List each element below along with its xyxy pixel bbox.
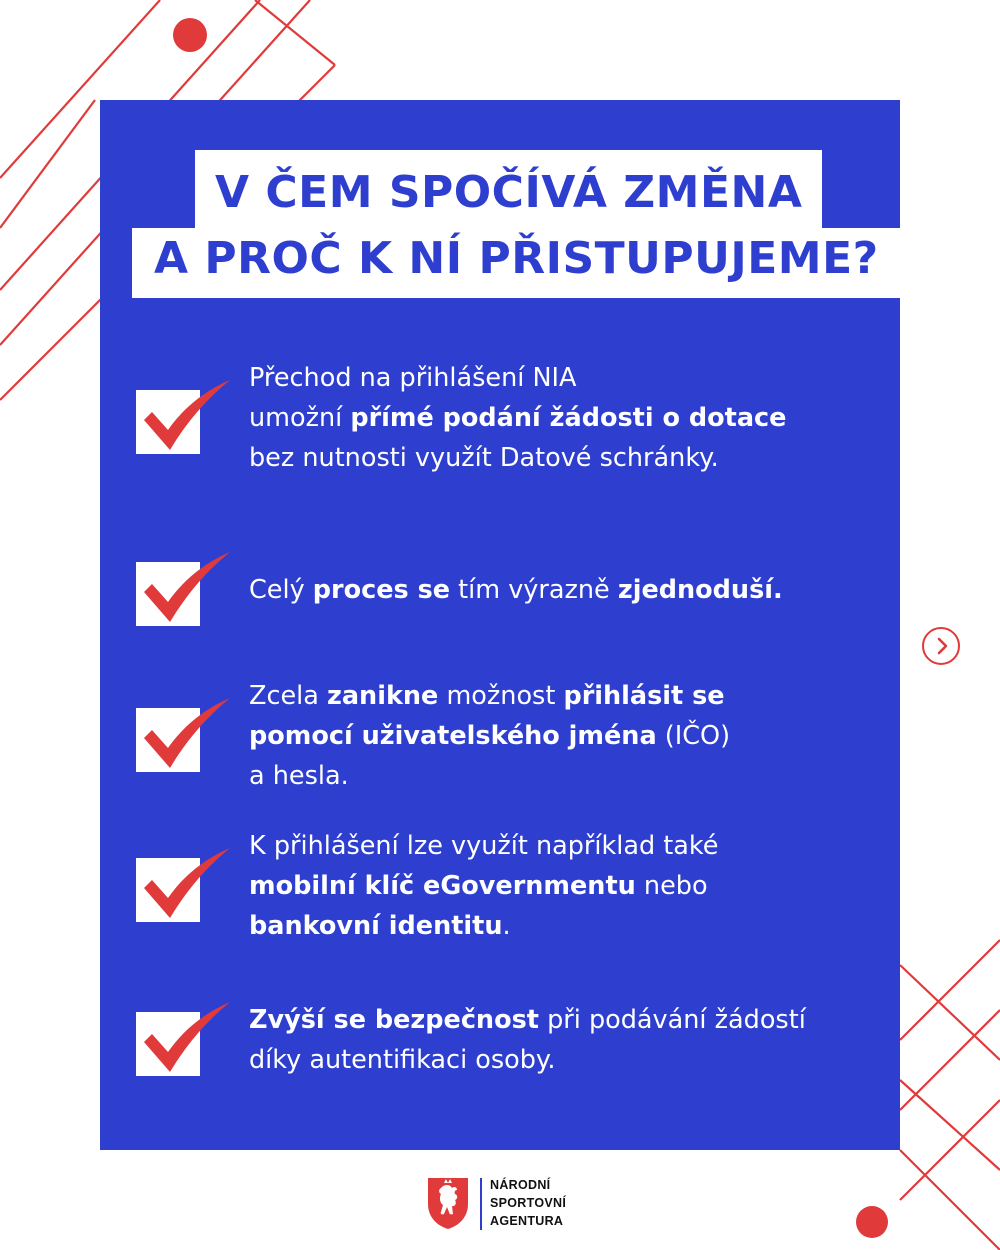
bold-text: proces se xyxy=(312,575,451,605)
text-line xyxy=(249,1040,889,1080)
bold-text: bankovní identitu xyxy=(249,911,503,941)
regular-text: umožní xyxy=(249,403,351,433)
checkmark-icon xyxy=(136,548,236,638)
chevron-right-icon xyxy=(933,637,951,655)
bold-text: zanikne xyxy=(327,681,439,711)
bold-text: přímé podání žádosti o dotace xyxy=(350,403,787,433)
regular-text: Zcela xyxy=(249,681,327,711)
title-line-2: A PROČ K NÍ PŘISTUPUJEME? xyxy=(132,228,901,298)
text-line xyxy=(249,906,889,946)
bold-text: přihlásit se xyxy=(563,681,725,711)
czech-lion-shield-icon xyxy=(424,1174,472,1230)
checkbox xyxy=(136,390,202,456)
regular-text: Celý xyxy=(249,575,313,605)
text-line xyxy=(249,358,889,398)
checklist-text xyxy=(249,1000,889,1080)
footer-separator xyxy=(480,1178,482,1230)
regular-text: bez nutnosti využít Datové schránky. xyxy=(249,443,719,473)
bold-text: Zvýší se bezpečnost xyxy=(249,1005,539,1035)
regular-text: tím výrazně xyxy=(450,575,618,605)
checkbox xyxy=(136,1012,202,1078)
bold-text: zjednoduší. xyxy=(617,575,783,605)
regular-text: (IČO) xyxy=(656,721,731,751)
checklist-text xyxy=(249,358,889,478)
next-slide-button[interactable] xyxy=(922,627,960,665)
regular-text: možnost xyxy=(438,681,564,711)
text-line xyxy=(249,438,889,478)
checkbox xyxy=(136,858,202,924)
bold-text: mobilní klíč eGovernmentu xyxy=(249,871,636,901)
checkmark-icon xyxy=(136,998,236,1088)
regular-text: Přechod na přihlášení NIA xyxy=(249,363,577,393)
checkmark-icon xyxy=(136,694,236,784)
text-line xyxy=(249,826,889,866)
checklist-text xyxy=(249,826,889,946)
checklist-text xyxy=(249,676,889,796)
checkbox xyxy=(136,562,202,628)
text-line xyxy=(249,716,889,756)
text-line xyxy=(249,756,889,796)
title-line-1: V ČEM SPOČÍVÁ ZMĚNA xyxy=(195,150,822,228)
decorative-dot xyxy=(856,1206,888,1238)
text-line xyxy=(249,398,889,438)
bold-text: pomocí uživatelského jména xyxy=(249,721,657,751)
regular-text: při podávání žádostí xyxy=(538,1005,806,1035)
text-line xyxy=(249,570,889,610)
text-line xyxy=(249,866,889,906)
org-line-2: SPORTOVNÍ xyxy=(490,1196,567,1210)
decorative-dot xyxy=(173,18,207,52)
info-panel xyxy=(100,100,900,1150)
regular-text: díky autentifikaci osoby. xyxy=(249,1045,556,1075)
checklist-text xyxy=(249,570,889,610)
regular-text: K přihlášení lze využít například také xyxy=(249,831,719,861)
footer-org-name xyxy=(490,1176,650,1230)
org-line-3: AGENTURA xyxy=(490,1214,564,1228)
regular-text: nebo xyxy=(635,871,708,901)
text-line xyxy=(249,1000,889,1040)
regular-text: . xyxy=(502,911,511,941)
checkmark-icon xyxy=(136,844,236,934)
regular-text: a hesla. xyxy=(249,761,349,791)
org-line-1: NÁRODNÍ xyxy=(490,1178,551,1192)
checkbox xyxy=(136,708,202,774)
text-line xyxy=(249,676,889,716)
checkmark-icon xyxy=(136,376,236,466)
